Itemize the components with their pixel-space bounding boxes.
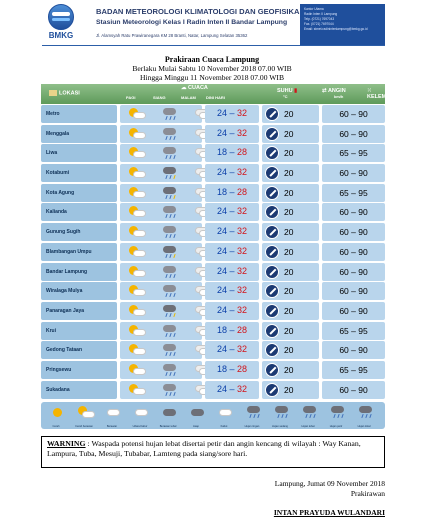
table-body bbox=[41, 104, 385, 399]
partly-cloudy-icon bbox=[128, 285, 146, 297]
weather-icons bbox=[120, 302, 202, 320]
table-row bbox=[41, 380, 385, 400]
column-angin: ⇄ ANGIN km/h bbox=[322, 88, 346, 99]
letterhead bbox=[42, 2, 385, 46]
heavy-rain-icon bbox=[161, 305, 179, 317]
location-name: Bandar Lampung bbox=[41, 263, 117, 281]
weather-icons bbox=[120, 341, 202, 359]
temperature: 18 – 28 bbox=[205, 184, 259, 202]
weather-icons bbox=[120, 203, 202, 221]
wind: 20 bbox=[262, 341, 319, 359]
temperature: 24 – 32 bbox=[205, 125, 259, 143]
wind: 20 bbox=[262, 302, 319, 320]
wind-direction-icon bbox=[265, 127, 279, 141]
wind-direction-icon bbox=[265, 186, 279, 200]
legend-light-icon bbox=[243, 405, 261, 417]
temperature: 24 – 32 bbox=[205, 203, 259, 221]
legend-item bbox=[269, 404, 291, 428]
humidity: 60 – 90 bbox=[322, 381, 385, 399]
legend-pc-icon bbox=[75, 405, 93, 417]
table-row bbox=[41, 360, 385, 380]
bmkg-logo-icon: BMKG bbox=[44, 4, 78, 42]
heavy-rain-icon bbox=[161, 246, 179, 258]
legend-label: Udara Kabur bbox=[132, 425, 148, 428]
legend-label: Hujan ringan bbox=[244, 425, 260, 428]
temperature: 24 – 32 bbox=[205, 381, 259, 399]
rain-icon bbox=[161, 108, 179, 120]
temperature: 18 – 28 bbox=[205, 361, 259, 379]
wind: 20 bbox=[262, 361, 319, 379]
rain-icon bbox=[161, 325, 179, 337]
station-address: Jl. Alamsyah Ratu Prawiranegara KM 28 Branti, Natar, Lampung Selatan 35362 bbox=[96, 33, 248, 38]
legend-cloud-icon bbox=[103, 405, 121, 417]
thermometer-icon: ▮ bbox=[294, 88, 298, 94]
table-row bbox=[41, 281, 385, 301]
humidity: 60 – 90 bbox=[322, 282, 385, 300]
weather-icons bbox=[120, 361, 202, 379]
temperature: 24 – 32 bbox=[205, 164, 259, 182]
weather-icons bbox=[120, 263, 202, 281]
table-row bbox=[41, 183, 385, 203]
column-kelembaban: ⁙ KELEMBABAN % bbox=[367, 88, 407, 105]
temperature: 24 – 32 bbox=[205, 263, 259, 281]
legend-rain-icon bbox=[271, 405, 289, 417]
wind-direction-icon bbox=[265, 146, 279, 160]
column-siang: SIANG bbox=[153, 95, 166, 100]
signature-role: Prakirawan bbox=[350, 489, 385, 498]
weather-icons bbox=[120, 125, 202, 143]
table-row bbox=[41, 104, 385, 124]
partly-cloudy-icon bbox=[128, 226, 146, 238]
heavy-rain-icon bbox=[161, 187, 179, 199]
wind: 20 bbox=[262, 105, 319, 123]
temperature: 24 – 32 bbox=[205, 105, 259, 123]
location-name: Sukadana bbox=[41, 381, 117, 399]
weather-icons bbox=[120, 282, 202, 300]
table-row bbox=[41, 340, 385, 360]
legend-label: Hujan petir bbox=[329, 425, 343, 428]
partly-cloudy-icon bbox=[128, 305, 146, 317]
wind: 20 bbox=[262, 223, 319, 241]
location-name: Kota Agung bbox=[41, 184, 117, 202]
humidity: 60 – 90 bbox=[322, 125, 385, 143]
table-row bbox=[41, 321, 385, 341]
location-name: Panaragan Jaya bbox=[41, 302, 117, 320]
rain-icon bbox=[161, 206, 179, 218]
legend-dcloud-icon bbox=[159, 405, 177, 417]
agency-name: BADAN METEOROLOGI KLIMATOLOGI DAN GEOFISIKA bbox=[96, 7, 300, 16]
table-row bbox=[41, 222, 385, 242]
weather-icons bbox=[120, 223, 202, 241]
temperature: 24 – 32 bbox=[205, 243, 259, 261]
table-header bbox=[41, 84, 407, 105]
warning-label: WARNING bbox=[47, 439, 86, 448]
rain-icon bbox=[161, 344, 179, 356]
location-name: Wiralaga Mulya bbox=[41, 282, 117, 300]
legend-label: Hujan lebat bbox=[301, 425, 315, 428]
partly-cloudy-icon bbox=[128, 266, 146, 278]
wind-direction-icon bbox=[265, 383, 279, 397]
partly-cloudy-icon bbox=[128, 167, 146, 179]
partly-cloudy-icon bbox=[128, 246, 146, 258]
humidity-icon: ⁙ bbox=[367, 88, 372, 94]
table-row bbox=[41, 262, 385, 282]
legend-heavy-icon bbox=[299, 405, 317, 417]
wind-direction-icon bbox=[265, 284, 279, 298]
wind-direction-icon bbox=[265, 245, 279, 259]
column-malam: MALAM bbox=[181, 95, 196, 100]
rain-icon bbox=[161, 384, 179, 396]
legend-label: Berawan tebal bbox=[159, 425, 177, 428]
legend-local-icon bbox=[355, 405, 373, 417]
legend-item bbox=[213, 404, 235, 428]
legend-item bbox=[353, 404, 375, 428]
weather-icons bbox=[120, 105, 202, 123]
humidity: 60 – 90 bbox=[322, 203, 385, 221]
temperature: 18 – 28 bbox=[205, 144, 259, 162]
wind: 20 bbox=[262, 243, 319, 261]
table-row bbox=[41, 301, 385, 321]
location-name: Kalianda bbox=[41, 203, 117, 221]
legend-label: Asap bbox=[193, 425, 199, 428]
column-suhu: SUHU ▮ °C bbox=[277, 88, 298, 99]
legend-item bbox=[73, 404, 95, 428]
legend-sun-icon bbox=[47, 405, 65, 417]
humidity: 60 – 90 bbox=[322, 341, 385, 359]
table-row bbox=[41, 163, 385, 183]
humidity: 60 – 90 bbox=[322, 243, 385, 261]
wind-direction-icon bbox=[265, 304, 279, 318]
legend-label: Hujan sedang bbox=[271, 425, 288, 428]
humidity: 65 – 95 bbox=[322, 144, 385, 162]
partly-cloudy-icon bbox=[128, 364, 146, 376]
legend-item bbox=[101, 404, 123, 428]
wind-direction-icon bbox=[265, 166, 279, 180]
partly-cloudy-icon bbox=[128, 108, 146, 120]
wind: 20 bbox=[262, 381, 319, 399]
wind: 20 bbox=[262, 125, 319, 143]
legend-item bbox=[185, 404, 207, 428]
station-name: Stasiun Meteorologi Kelas I Radin Inten II Bandar Lampung bbox=[96, 19, 288, 26]
forecast-valid-to: Hingga Minggu 11 November 2018 07.00 WIB bbox=[139, 73, 285, 82]
wind-direction-icon bbox=[265, 205, 279, 219]
legend-label: Berawan bbox=[106, 425, 118, 428]
table-row bbox=[41, 242, 385, 262]
legend-storm-icon bbox=[327, 405, 345, 417]
legend-label: Cerah berawan bbox=[75, 425, 93, 428]
rain-icon bbox=[161, 364, 179, 376]
wind: 20 bbox=[262, 203, 319, 221]
location-name: Krui bbox=[41, 322, 117, 340]
heavy-rain-icon bbox=[161, 167, 179, 179]
wind: 20 bbox=[262, 263, 319, 281]
legend-fog-icon bbox=[215, 405, 233, 417]
legend-item bbox=[297, 404, 319, 428]
column-pagi: PAGI bbox=[126, 95, 136, 100]
humidity: 60 – 90 bbox=[322, 302, 385, 320]
weather-legend bbox=[41, 402, 385, 429]
column-lokasi: LOKASI bbox=[49, 90, 80, 96]
legend-item bbox=[45, 404, 67, 428]
wind-icon: ⇄ bbox=[322, 88, 327, 94]
column-cuaca: ☁ CUACA bbox=[181, 85, 208, 91]
weather-icons bbox=[120, 144, 202, 162]
partly-cloudy-icon bbox=[128, 325, 146, 337]
table-row bbox=[41, 124, 385, 144]
humidity: 65 – 95 bbox=[322, 184, 385, 202]
humidity: 65 – 95 bbox=[322, 361, 385, 379]
rain-icon bbox=[161, 285, 179, 297]
humidity: 65 – 95 bbox=[322, 322, 385, 340]
rain-icon bbox=[161, 266, 179, 278]
weather-icons bbox=[120, 322, 202, 340]
weather-icons bbox=[120, 243, 202, 261]
location-name: Blambangan Umpu bbox=[41, 243, 117, 261]
wind: 20 bbox=[262, 282, 319, 300]
location-name: Gunung Sugih bbox=[41, 223, 117, 241]
rain-icon bbox=[161, 147, 179, 159]
partly-cloudy-icon bbox=[128, 187, 146, 199]
contact-box: Kantor Utama Radin Inten II Lampung Telp. (0721) 7697043 Fax. (0721) 7697044 Email: stmet.radinintenlampung@bmkg.go.id bbox=[300, 4, 385, 45]
forecast-title: Prakiraan Cuaca Lampung bbox=[164, 55, 260, 64]
signature-name: INTAN PRAYUDA WULANDARI bbox=[273, 508, 385, 517]
location-name: Pringsewu bbox=[41, 361, 117, 379]
column-dini-hari: DINI HARI bbox=[206, 95, 225, 100]
wind-direction-icon bbox=[265, 324, 279, 338]
table-row bbox=[41, 202, 385, 222]
weather-icons bbox=[120, 184, 202, 202]
legend-item bbox=[157, 404, 179, 428]
temperature: 24 – 32 bbox=[205, 282, 259, 300]
table-row bbox=[41, 143, 385, 163]
forecast-valid-from: Berlaku Mulai Sabtu 10 November 2018 07.00 WIB bbox=[132, 64, 292, 73]
temperature: 24 – 32 bbox=[205, 341, 259, 359]
map-icon bbox=[49, 90, 57, 96]
wind-direction-icon bbox=[265, 225, 279, 239]
legend-item bbox=[129, 404, 151, 428]
humidity: 60 – 90 bbox=[322, 263, 385, 281]
location-name: Menggala bbox=[41, 125, 117, 143]
legend-item bbox=[241, 404, 263, 428]
partly-cloudy-icon bbox=[128, 206, 146, 218]
location-name: Gedong Tataan bbox=[41, 341, 117, 359]
humidity: 60 – 90 bbox=[322, 223, 385, 241]
temperature: 18 – 28 bbox=[205, 322, 259, 340]
rain-icon bbox=[161, 128, 179, 140]
legend-smoke-icon bbox=[187, 405, 205, 417]
warning-box bbox=[41, 436, 385, 468]
cloud-icon: ☁ bbox=[181, 85, 187, 91]
legend-item bbox=[325, 404, 347, 428]
wind: 20 bbox=[262, 322, 319, 340]
location-name: Kotabumi bbox=[41, 164, 117, 182]
partly-cloudy-icon bbox=[128, 344, 146, 356]
temperature: 24 – 32 bbox=[205, 223, 259, 241]
location-name: Liwa bbox=[41, 144, 117, 162]
legend-label: Hujan lokal bbox=[357, 425, 371, 428]
warning-text: : Waspada potensi hujan lebat disertai petir dan angin kencang di wilayah : Way Kanan, Lampura, Tuba, Mesuji, Tubabar, Lamteng pada siang/sore hari. bbox=[47, 439, 361, 458]
legend-label: Cerah bbox=[52, 425, 60, 428]
partly-cloudy-icon bbox=[128, 128, 146, 140]
legend-label: Kabut bbox=[220, 425, 228, 428]
temperature: 24 – 32 bbox=[205, 302, 259, 320]
weather-icons bbox=[120, 381, 202, 399]
wind-direction-icon bbox=[265, 343, 279, 357]
wind: 20 bbox=[262, 184, 319, 202]
partly-cloudy-icon bbox=[128, 384, 146, 396]
humidity: 60 – 90 bbox=[322, 105, 385, 123]
wind: 20 bbox=[262, 164, 319, 182]
wind-direction-icon bbox=[265, 265, 279, 279]
rain-icon bbox=[161, 226, 179, 238]
humidity: 60 – 90 bbox=[322, 164, 385, 182]
wind: 20 bbox=[262, 144, 319, 162]
signature-place-date: Lampung, Jumat 09 November 2018 bbox=[274, 479, 385, 488]
forecast-table bbox=[41, 84, 407, 399]
weather-icons bbox=[120, 164, 202, 182]
partly-cloudy-icon bbox=[128, 147, 146, 159]
location-name: Metro bbox=[41, 105, 117, 123]
wind-direction-icon bbox=[265, 363, 279, 377]
legend-haze-icon bbox=[131, 405, 149, 417]
wind-direction-icon bbox=[265, 107, 279, 121]
